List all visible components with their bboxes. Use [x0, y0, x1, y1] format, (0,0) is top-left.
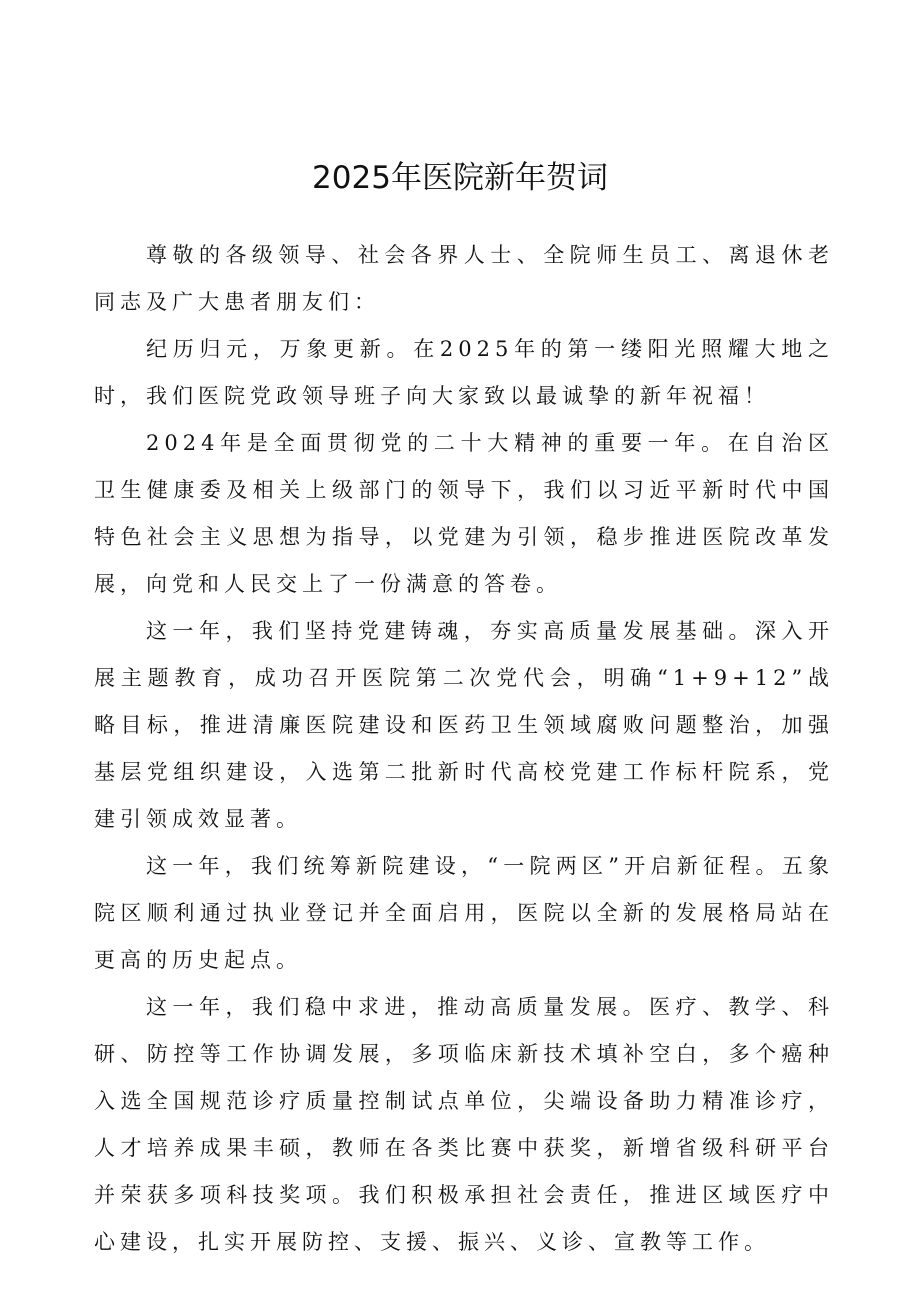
paragraph-2024-summary: 2024年是全面贯彻党的二十大精神的重要一年。在自治区卫生健康委及相关上级部门的领导下，我们以习近平新时代中国特色社会主义思想为指导，以党建为引领，稳步推进医院改革发展，向党和人民交上了一份满意的答卷。 — [94, 431, 834, 596]
document-body — [94, 232, 834, 1266]
paragraph-development: 这一年，我们稳中求进，推动高质量发展。医疗、教学、科研、防控等工作协调发展，多项临床新技术填补空白，多个癌种入选全国规范诊疗质量控制试点单位，尖端设备助力精准诊疗，人才培养成果丰硕，教师在各类比赛中获奖，新增省级科研平台并荣获多项科技奖项。我们积极承担社会责任，推进区域医疗中心建设，扎实开展防控、支援、振兴、义诊、宣教等工作。 — [94, 995, 834, 1254]
paragraph-new-campus: 这一年，我们统筹新院建设，“一院两区”开启新征程。五象院区顺利通过执业登记并全面启用，医院以全新的发展格局站在更高的历史起点。 — [94, 854, 834, 972]
paragraph-greeting: 纪历归元，万象更新。在2025年的第一缕阳光照耀大地之时，我们医院党政领导班子向大家致以最诚挚的新年祝福！ — [94, 337, 834, 408]
paragraph-salutation: 尊敬的各级领导、社会各界人士、全院师生员工、离退休老同志及广大患者朋友们： — [94, 243, 834, 314]
paragraph-party-building: 这一年，我们坚持党建铸魂，夯实高质量发展基础。深入开展主题教育，成功召开医院第二次党代会，明确“1+9+12”战略目标，推进清廉医院建设和医药卫生领域腐败问题整治，加强基层党组织建设，入选第二批新时代高校党建工作标杆院系，党建引领成效显著。 — [94, 619, 834, 831]
document-title: 2025年医院新年贺词 — [312, 160, 608, 196]
